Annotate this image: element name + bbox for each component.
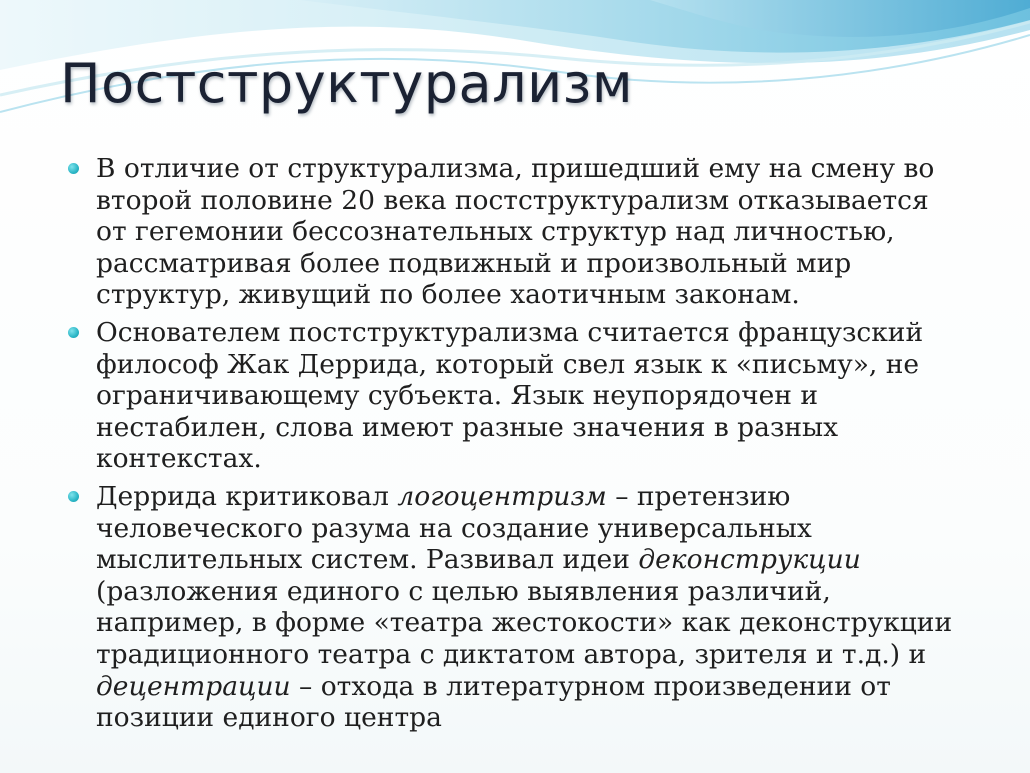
text-line: от гегемонии бессознательных структур над личностью, bbox=[96, 216, 895, 248]
text-line: рассматривая более подвижный и произвольный мир bbox=[96, 247, 852, 279]
bullet-list bbox=[68, 153, 973, 740]
bullet-item-2 bbox=[68, 317, 973, 475]
term-logocentrism: логоцентризм bbox=[397, 480, 607, 512]
text-line: второй половине 20 века постструктурализм отказывается bbox=[96, 184, 929, 216]
text-line: Основателем постструктурализма считается французский bbox=[96, 316, 924, 348]
text-line: децентрации – отхода в литературном произведении от bbox=[96, 670, 891, 702]
text-line: структур, живущий по более хаотичным законам. bbox=[96, 279, 800, 311]
text-line: позиции единого центра bbox=[96, 702, 442, 734]
text-line: (разложения единого с целью выявления различий, bbox=[96, 575, 831, 607]
text-line: нестабилен, слова имеют разные значения в разных bbox=[96, 411, 839, 443]
bullet-item-3 bbox=[68, 481, 973, 734]
term-deconstruction: деконструкции bbox=[638, 544, 861, 576]
text-line: традиционного театра с диктатом автора, зрителя и т.д.) и bbox=[96, 638, 927, 670]
term-decentration: децентрации bbox=[96, 670, 291, 702]
text-line: например, в форме «театра жестокости» как деконструкции bbox=[96, 607, 953, 639]
text-line: человеческого разума на создание универсальных bbox=[96, 512, 812, 544]
text-line: Деррида критиковал логоцентризм – претензию bbox=[96, 480, 791, 512]
text-line: ограничивающему субъекта. Язык неупорядочен и bbox=[96, 380, 819, 412]
text-line: мыслительных систем. Развивал идеи деконструкции bbox=[96, 544, 861, 576]
text-line: философ Жак Деррида, который свел язык к «письму», не bbox=[96, 348, 920, 380]
slide-title: Постструктурализм bbox=[60, 52, 634, 115]
bullet-icon bbox=[68, 491, 79, 502]
bullet-icon bbox=[68, 327, 79, 338]
bullet-icon bbox=[68, 163, 79, 174]
text-line: В отличие от структурализма, пришедший ему на смену во bbox=[96, 153, 935, 184]
text-line: контекстах. bbox=[96, 443, 262, 475]
bullet-item-1 bbox=[68, 153, 973, 311]
